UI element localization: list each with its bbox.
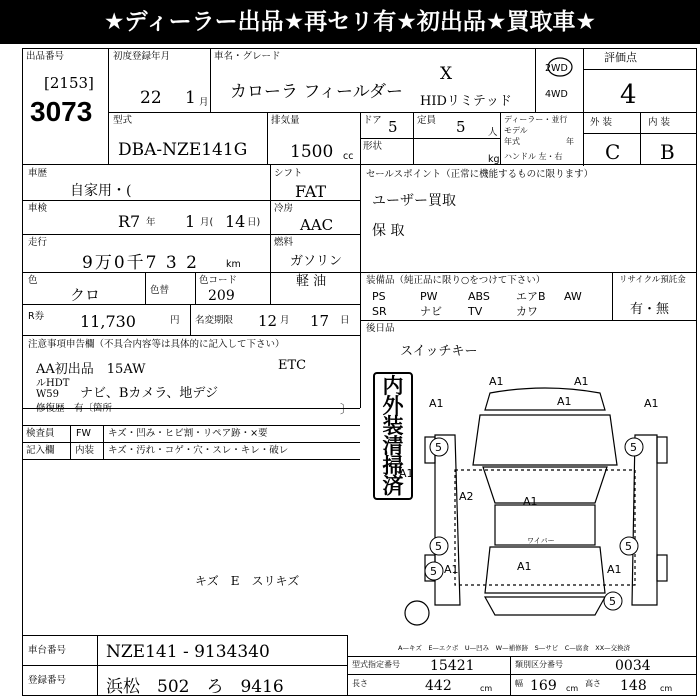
wheel-front-right bbox=[657, 437, 667, 463]
entry-label: 記入欄 bbox=[26, 445, 55, 456]
displacement-unit: cc bbox=[343, 151, 354, 162]
cat-label: 類別区分番号 bbox=[515, 660, 563, 669]
inspection-day: 14 bbox=[225, 212, 246, 231]
inspector-label: 検査員 bbox=[26, 428, 55, 439]
hgt-value: 148 bbox=[620, 678, 647, 694]
sales-point-line2: 保 取 bbox=[372, 223, 405, 239]
inspection-month-unit: 月( bbox=[200, 217, 214, 228]
inspection-year-unit: 年 bbox=[146, 217, 156, 228]
dealer-line1: ディーラー・並行 bbox=[504, 115, 568, 124]
rating-score: 4 bbox=[620, 80, 637, 110]
notes-line1b: ETC bbox=[278, 358, 307, 373]
model-label: 型式 bbox=[113, 115, 133, 126]
drive-2wd: 2WD bbox=[545, 63, 568, 74]
wid-label: 幅 bbox=[515, 679, 523, 688]
drive-4wd: 4WD bbox=[545, 89, 568, 100]
equipment-item: ナビ bbox=[420, 305, 442, 318]
auction-banner: ★ディーラー出品★再セリ有★初出品★買取車★ bbox=[0, 0, 700, 44]
doors-value: 5 bbox=[388, 118, 398, 136]
color-label: 色 bbox=[28, 275, 38, 286]
rating-int-label: 内 装 bbox=[648, 117, 671, 128]
damage-mark: 5 bbox=[609, 595, 616, 608]
lot-number: 3073 bbox=[30, 96, 93, 127]
color-code-label: 色コード bbox=[199, 275, 238, 286]
wheel-rear-right bbox=[657, 555, 667, 581]
shape-label: 形状 bbox=[363, 141, 383, 152]
shift-label: シフト bbox=[274, 168, 303, 179]
hgt-label: 高さ bbox=[585, 679, 601, 688]
mileage-value: 9万0千7 3 2 bbox=[82, 253, 199, 273]
dealer-line2: モデル bbox=[504, 126, 528, 135]
expiry-day-unit: 日 bbox=[340, 315, 350, 326]
equipment-item: カワ bbox=[516, 305, 538, 318]
fuel-diesel: 軽 油 bbox=[296, 274, 327, 289]
notes-repair: 修復歴 有〔箇所 bbox=[36, 403, 113, 414]
inspector-row2-code: 内装 bbox=[75, 445, 95, 456]
damage-mark: A1 bbox=[517, 560, 532, 573]
cleaning-stamp-text: 内外装清掃済 bbox=[382, 373, 404, 498]
inspector-row1-code: FW bbox=[76, 428, 91, 439]
mileage-label: 走行 bbox=[28, 237, 48, 248]
wid-value: 169 bbox=[530, 678, 557, 694]
inspector-row2: キズ・汚れ・コゲ・穴・スレ・キレ・破レ bbox=[108, 445, 289, 456]
recycle-label: リサイクル預託金 bbox=[619, 275, 686, 285]
notes-label: 注意事項申告欄（不具合内容等は具体的に記入して下さい） bbox=[28, 339, 285, 350]
rear-outline bbox=[485, 547, 605, 593]
recycle-fee-label: R券 bbox=[28, 311, 45, 322]
rating-ext: C bbox=[605, 140, 621, 164]
doors-label: ドア bbox=[363, 115, 382, 126]
recycle-fee-value: 11,730 bbox=[80, 312, 136, 331]
hood-outline bbox=[473, 415, 617, 465]
color-trim-label: 色替 bbox=[150, 285, 170, 296]
damage-legend: A—キズ E—エクボ U—凹み W—補修跡 S—サビ C—腐食 XX—交換済 bbox=[398, 644, 631, 652]
damage-mark: A1 bbox=[557, 395, 572, 408]
len-value: 442 bbox=[425, 678, 452, 694]
equipment-label: 装備品（純正品に限り○をつけて下さい） bbox=[366, 275, 546, 286]
equipment-item: ABS bbox=[468, 290, 490, 303]
after-fit-value: スイッチキー bbox=[400, 344, 478, 359]
mileage-unit: km bbox=[226, 259, 241, 270]
inspection-day-unit: 日) bbox=[247, 217, 261, 228]
dealer-handle: ハンドル 左・右 bbox=[504, 152, 563, 161]
damage-note: キズ E スリキズ bbox=[195, 574, 300, 588]
shift-value: FAT bbox=[295, 182, 327, 201]
car-name: カローラ フィールダー bbox=[230, 82, 404, 102]
ac-label: 冷房 bbox=[274, 203, 294, 214]
damage-mark: 5 bbox=[435, 540, 442, 553]
rating-label: 評価点 bbox=[604, 51, 637, 64]
color-code: 209 bbox=[208, 288, 235, 304]
len-unit: cm bbox=[480, 684, 493, 693]
drive-circle-mark bbox=[545, 56, 575, 78]
rating-ext-label: 外 装 bbox=[590, 117, 613, 128]
first-reg-month-unit: 月 bbox=[199, 97, 209, 108]
car-sub-grade: HIDリミテッド bbox=[420, 94, 512, 109]
right-side-outline bbox=[632, 435, 657, 605]
notes-line2b: ナビ、Bカメラ、地デジ bbox=[80, 386, 219, 401]
after-fit-label: 後日品 bbox=[366, 323, 395, 334]
cat-no: 0034 bbox=[615, 658, 651, 674]
car-name-label: 車名・グレード bbox=[214, 51, 281, 62]
damage-mark: 5 bbox=[435, 441, 442, 454]
notes-line2a: ルHDT W59 bbox=[36, 378, 70, 400]
sales-point-line1: ユーザー買取 bbox=[372, 193, 456, 209]
type-label: 型式指定番号 bbox=[352, 660, 400, 669]
expiry-month: 12 bbox=[258, 312, 278, 330]
plate-value: 浜松 502 ろ 9416 bbox=[106, 677, 284, 697]
fuel-label: 燃料 bbox=[274, 237, 294, 248]
damage-mark: A1 bbox=[399, 467, 414, 480]
damage-mark: A2 bbox=[459, 490, 474, 503]
equipment-item: TV bbox=[468, 305, 483, 318]
inspection-label: 車検 bbox=[28, 203, 48, 214]
equipment-item: PS bbox=[372, 290, 386, 303]
equipment-item: PW bbox=[420, 290, 438, 303]
front-bumper-outline bbox=[485, 388, 605, 410]
first-reg-label: 初度登録年月 bbox=[113, 51, 171, 62]
ac-value: AAC bbox=[300, 216, 334, 234]
sales-point-label: セールスポイント（正常に機能するものに限ります） bbox=[366, 169, 594, 180]
capacity-value: 5 bbox=[456, 118, 466, 136]
inspection-era: R7 bbox=[118, 212, 141, 231]
car-grade: X bbox=[440, 64, 453, 84]
expiry-label: 名変期限 bbox=[195, 315, 234, 326]
equipment-grid bbox=[366, 289, 610, 319]
chassis-value: NZE141 - 9134340 bbox=[106, 642, 270, 662]
expiry-day: 17 bbox=[310, 312, 330, 330]
damage-mark: A1 bbox=[644, 397, 659, 410]
dealer-line4: 年 bbox=[566, 137, 574, 146]
first-reg-year: 22 bbox=[140, 88, 162, 108]
recycle-fee-unit: 円 bbox=[170, 315, 180, 326]
damage-mark: A1 bbox=[574, 375, 589, 388]
model-value: DBA-NZE141G bbox=[118, 140, 248, 160]
wid-unit: cm bbox=[566, 684, 579, 693]
chassis-label: 車台番号 bbox=[28, 645, 67, 656]
inspection-month: 1 bbox=[185, 212, 196, 231]
wiper-note: ワイパー bbox=[527, 537, 555, 545]
capacity-unit: 人 bbox=[488, 127, 498, 138]
damage-mark: A1 bbox=[429, 397, 444, 410]
damage-mark: A1 bbox=[523, 495, 538, 508]
usage-value: 自家用・( bbox=[70, 183, 132, 199]
rear-bumper-outline bbox=[485, 597, 605, 615]
capacity-label: 定員 bbox=[417, 115, 437, 126]
first-reg-month: 1 bbox=[185, 88, 196, 108]
usage-label: 車歴 bbox=[28, 168, 48, 179]
notes-line1: AA初出品 15AW bbox=[36, 362, 146, 377]
load-label: kg bbox=[488, 154, 500, 165]
damage-mark: A1 bbox=[607, 563, 622, 576]
inspector-row1: キズ・凹み・ヒビ割・リペア跡・×要 bbox=[108, 428, 268, 439]
displacement-value: 1500 bbox=[290, 142, 334, 162]
notes-repair-bracket: 〕 bbox=[340, 402, 353, 416]
equipment-item: エアB bbox=[516, 290, 546, 303]
hgt-unit: cm bbox=[660, 684, 673, 693]
rating-int: B bbox=[660, 140, 675, 164]
equipment-item: SR bbox=[372, 305, 387, 318]
damage-mark: A1 bbox=[444, 563, 459, 576]
damage-mark: 5 bbox=[430, 565, 437, 578]
displacement-label: 排気量 bbox=[271, 115, 300, 126]
left-side-outline bbox=[435, 435, 460, 605]
color-value: クロ bbox=[70, 286, 101, 304]
plate-label: 登録番号 bbox=[28, 675, 67, 686]
lot-label: 出品番号 bbox=[26, 51, 65, 62]
lot-code: [2153] bbox=[44, 74, 94, 92]
car-diagram bbox=[395, 365, 697, 645]
damage-mark: 5 bbox=[625, 540, 632, 553]
windshield-outline bbox=[483, 467, 607, 503]
fuel-gas: ガソリン bbox=[290, 254, 343, 269]
recycle-choices: 有・無 bbox=[630, 302, 670, 317]
type-no: 15421 bbox=[430, 658, 475, 674]
damage-mark: 5 bbox=[630, 441, 637, 454]
equipment-item: AW bbox=[564, 290, 582, 303]
len-label: 長さ bbox=[352, 679, 368, 688]
damage-mark: A1 bbox=[489, 375, 504, 388]
dealer-line3: 年式 bbox=[504, 137, 520, 146]
expiry-month-unit: 月 bbox=[280, 315, 290, 326]
spare-wheel bbox=[405, 601, 429, 625]
